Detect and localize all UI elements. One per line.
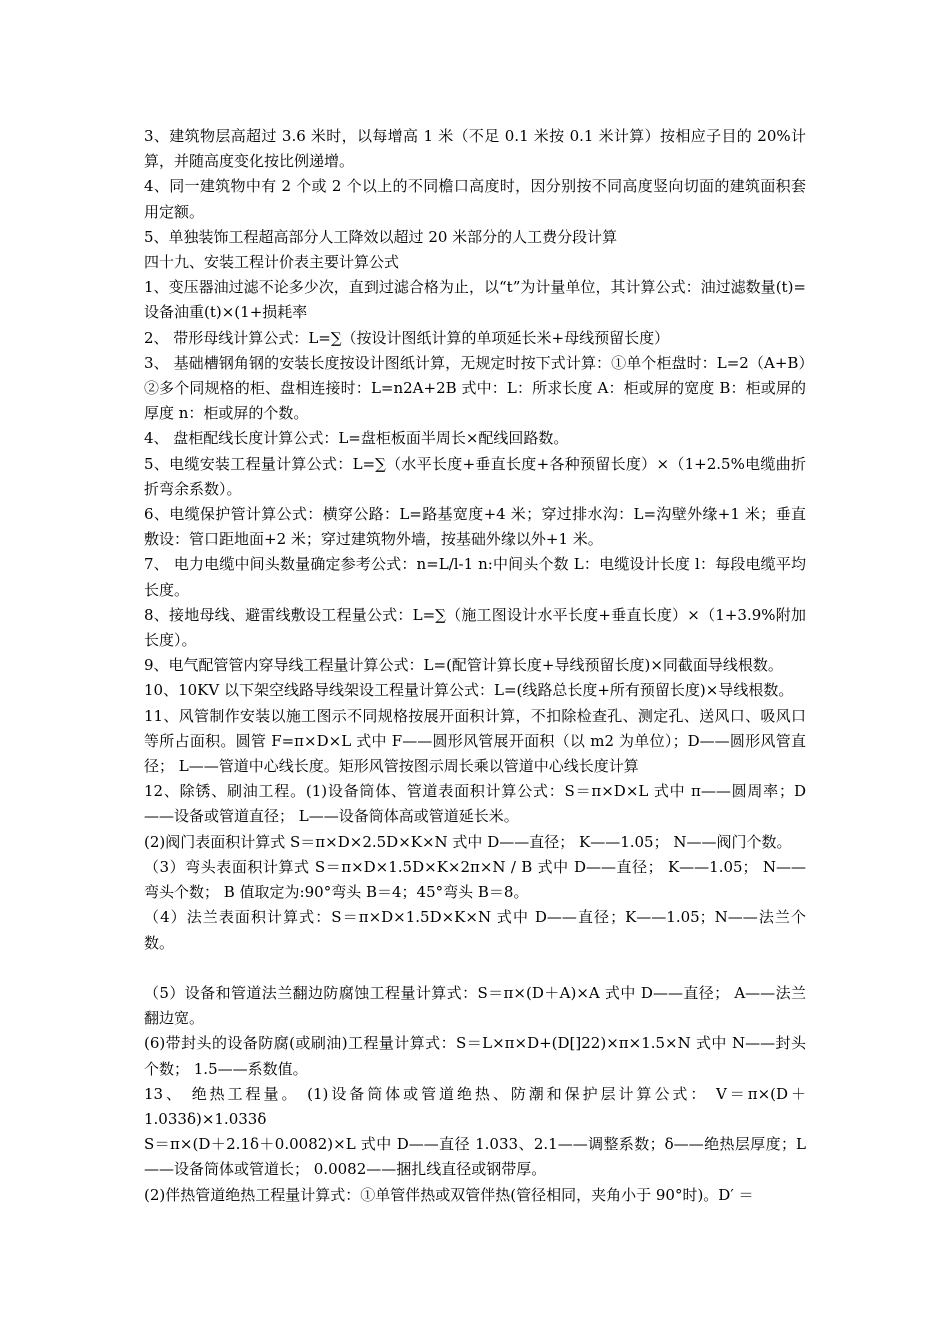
paragraph-7: 4、 盘柜配线长度计算公式：L=盘柜板面半周长×配线回路数。	[144, 429, 569, 448]
paragraph-14: 11、风管制作安装以施工图示不同规格按展开面积计算，不扣除检查孔、测定孔、送风口、吸风口等所占面积。圆管 F=π×D×L 式中 F——圆形风管展开面积（以 m2 为单位）；D——圆形风管直径； L——管道中心线长度。矩形风管按图示周长乘以管道中心线长度计算	[144, 706, 806, 776]
paragraph-17: （3）弯头表面积计算式 S＝π×D×1.5D×K×2π×N / B 式中 D——直径； K——1.05； N——弯头个数； B 值取定为:90°弯头 B＝4；45°弯头 B＝8。	[144, 857, 806, 902]
paragraph-23: (2)伴热管道绝热工程量计算式：①单管伴热或双管伴热(管径相同，夹角小于 90°时)。D′ ＝	[144, 1185, 754, 1204]
paragraph-10: 7、 电力电缆中间头数量确定参考公式：n=L/l-1 n:中间头个数 L：电缆设计长度 l：每段电缆平均长度。	[144, 555, 806, 599]
section-heading: 四十九、安装工程计价表主要计算公式	[144, 253, 400, 272]
paragraph-6: 3、 基础槽钢角钢的安装长度按设计图纸计算，无规定时按下式计算：①单个柜盘时：L=2（A+B）②多个同规格的柜、盘相连接时：L=n2A+2B 式中：L：所求长度 A：柜或屏的宽度 B：柜或屏的厚度 n：柜或屏的个数。	[144, 353, 806, 423]
paragraph-11: 8、接地母线、避雷线敷设工程量公式：L=∑（施工图设计水平长度+垂直长度）×（1+3.9%附加长度）。	[144, 605, 806, 650]
paragraph-21: 13、 绝热工程量。 (1)设备筒体或管道绝热、防潮和保护层计算公式： V＝π×(D＋1.033δ)×1.033δ	[144, 1084, 806, 1128]
paragraph-8: 5、电缆安装工程量计算公式：L=∑（水平长度+垂直长度+各种预留长度）×（1+2.5%电缆曲折折弯余系数）。	[144, 454, 806, 498]
paragraph-15: 12、除锈、刷油工程。(1)设备筒体、管道表面积计算公式：S＝π×D×L 式中 π——圆周率；D——设备或管道直径； L——设备筒体高或管道延长米。	[144, 782, 806, 826]
paragraph-4: 1、变压器油过滤不论多少次，直到过滤合格为止，以“t”为计量单位，其计算公式：油过滤数量(t)=设备油重(t)×(1+损耗率	[144, 278, 806, 322]
paragraph-19: （5）设备和管道法兰翻边防腐蚀工程量计算式：S＝π×(D＋A)×A 式中 D——直径； A——法兰翻边宽。	[144, 983, 806, 1028]
paragraph-12: 9、电气配管管内穿导线工程量计算公式：L=(配管计算长度+导线预留长度)×同截面导线根数。	[144, 656, 783, 675]
document-body	[144, 124, 806, 1208]
paragraph-9: 6、电缆保护管计算公式：横穿公路：L=路基宽度+4 米；穿过排水沟：L=沟壁外缘+1 米；垂直敷设：管口距地面+2 米；穿过建筑物外墙，按基础外缘以外+1 米。	[144, 505, 806, 549]
paragraph-5: 2、 带形母线计算公式：L=∑（按设计图纸计算的单项延长米+母线预留长度）	[144, 328, 670, 347]
paragraph-2: 4、同一建筑物中有 2 个或 2 个以上的不同檐口高度时，因分别按不同高度竖向切面的建筑面积套用定额。	[144, 177, 806, 221]
paragraph-3: 5、单独装饰工程超高部分人工降效以超过 20 米部分的人工费分段计算	[144, 227, 618, 246]
paragraph-22: S＝π×(D＋2.1δ＋0.0082)×L 式中 D——直径 1.033、2.1——调整系数；δ——绝热层厚度；L——设备筒体或管道长； 0.0082——捆扎线直径或钢带厚。	[144, 1135, 806, 1179]
paragraph-1: 3、建筑物层高超过 3.6 米时，以每增高 1 米（不足 0.1 米按 0.1 米计算）按相应子目的 20%计算，并随高度变化按比例递增。	[144, 127, 806, 171]
paragraph-13: 10、10KV 以下架空线路导线架设工程量计算公式：L=(线路总长度+所有预留长度)×导线根数。	[144, 681, 794, 700]
paragraph-18: （4）法兰表面积计算式：S＝π×D×1.5D×K×N 式中 D——直径；K——1.05；N——法兰个数。	[144, 908, 806, 952]
blank-line	[144, 956, 806, 981]
paragraph-20: (6)带封头的设备防腐(或刷油)工程量计算式：S＝L×π×D+(D[]22)×π×1.5×N 式中 N——封头个数； 1.5——系数值。	[144, 1034, 806, 1078]
paragraph-16: (2)阀门表面积计算式 S＝π×D×2.5D×K×N 式中 D——直径； K——1.05； N——阀门个数。	[144, 832, 792, 851]
